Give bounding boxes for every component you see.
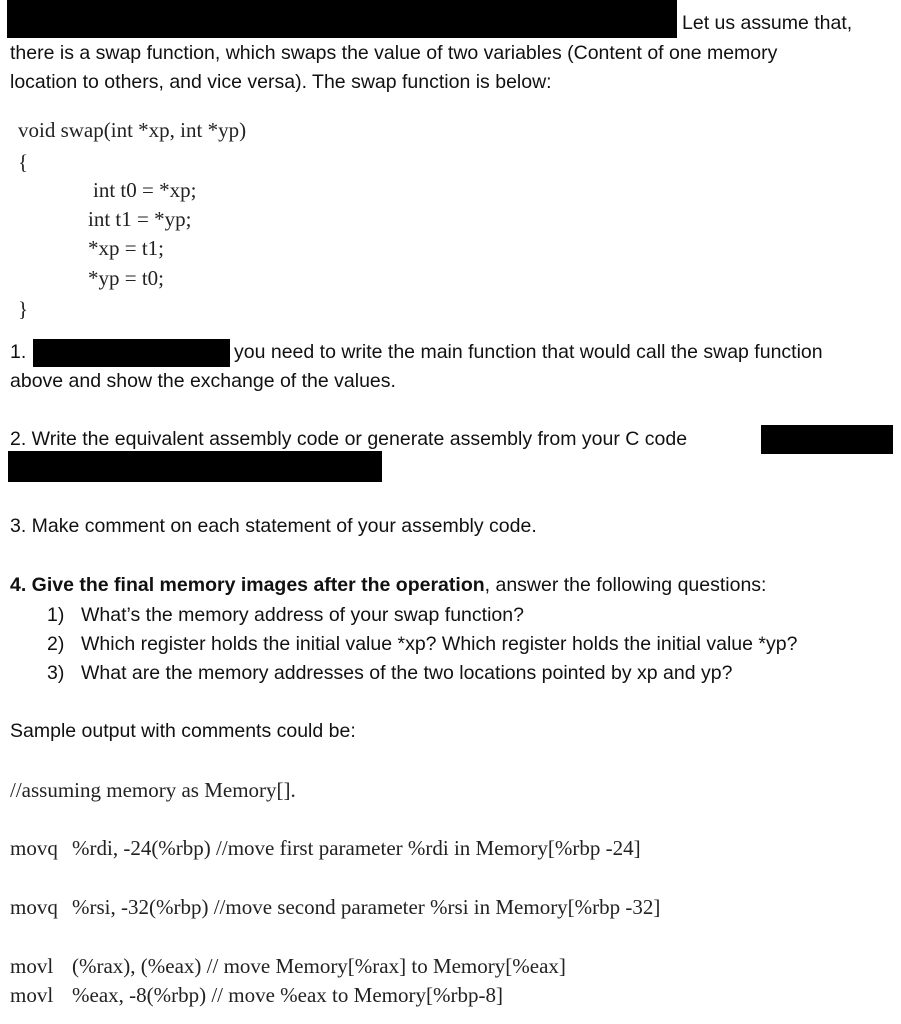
- redaction-block: [8, 451, 382, 482]
- question-text: What’s the memory address of your swap function?: [81, 604, 524, 626]
- asm-line: [10, 834, 641, 863]
- question-text: Which register holds the initial value *xp? Which register holds the initial value *yp?: [81, 633, 798, 655]
- task-4-rest: , answer the following questions:: [484, 574, 767, 596]
- code-close-brace: }: [18, 297, 29, 321]
- asm-operands: %eax, -8(%rbp) // move %eax to Memory[%rbp-8]: [72, 983, 503, 1007]
- question-number: 3): [47, 662, 65, 684]
- task-4-heading: [10, 571, 766, 600]
- redaction-block: [33, 339, 230, 367]
- question-number: 1): [47, 604, 65, 626]
- task-2: 2. Write the equivalent assembly code or generate assembly from your C code: [10, 428, 688, 450]
- task-4-bold: 4. Give the final memory images after the operation: [10, 574, 485, 596]
- question-item: [47, 659, 732, 688]
- code-line: *yp = t0;: [88, 266, 165, 290]
- asm-operands: %rdi, -24(%rbp) //move first parameter %rdi in Memory[%rbp -24]: [72, 836, 641, 860]
- asm-op: movq: [10, 836, 58, 860]
- code-open-brace: {: [18, 150, 29, 174]
- asm-line: [10, 893, 660, 922]
- redaction-block: [7, 0, 677, 38]
- question-item: [47, 601, 524, 630]
- sample-heading: Sample output with comments could be:: [10, 720, 356, 742]
- task-1-line-1: you need to write the main function that would call the swap function: [234, 341, 823, 363]
- task-1-number: 1.: [10, 341, 27, 363]
- sample-assumption: //assuming memory as Memory[].: [10, 778, 296, 802]
- asm-line: [10, 981, 503, 1010]
- asm-operands: %rsi, -32(%rbp) //move second parameter %rsi in Memory[%rbp -32]: [72, 895, 661, 919]
- intro-line-2: there is a swap function, which swaps the value of two variables (Content of one memory: [10, 42, 778, 64]
- asm-operands: (%rax), (%eax) // move Memory[%rax] to Memory[%eax]: [72, 954, 566, 978]
- task-1-line-2: above and show the exchange of the values.: [10, 370, 396, 392]
- code-line: int t1 = *yp;: [88, 207, 192, 231]
- code-line: *xp = t1;: [88, 236, 165, 260]
- asm-line: [10, 952, 566, 981]
- intro-line-1: Let us assume that,: [682, 12, 853, 34]
- asm-op: movl: [10, 983, 54, 1007]
- question-number: 2): [47, 633, 65, 655]
- task-3: 3. Make comment on each statement of your assembly code.: [10, 515, 537, 537]
- question-text: What are the memory addresses of the two locations pointed by xp and yp?: [81, 662, 733, 684]
- asm-op: movl: [10, 954, 54, 978]
- code-signature: void swap(int *xp, int *yp): [18, 118, 247, 142]
- redaction-block: [761, 425, 893, 454]
- question-item: [47, 630, 797, 659]
- code-line: int t0 = *xp;: [93, 178, 197, 202]
- intro-line-3: location to others, and vice versa). The swap function is below:: [10, 71, 552, 93]
- asm-op: movq: [10, 895, 58, 919]
